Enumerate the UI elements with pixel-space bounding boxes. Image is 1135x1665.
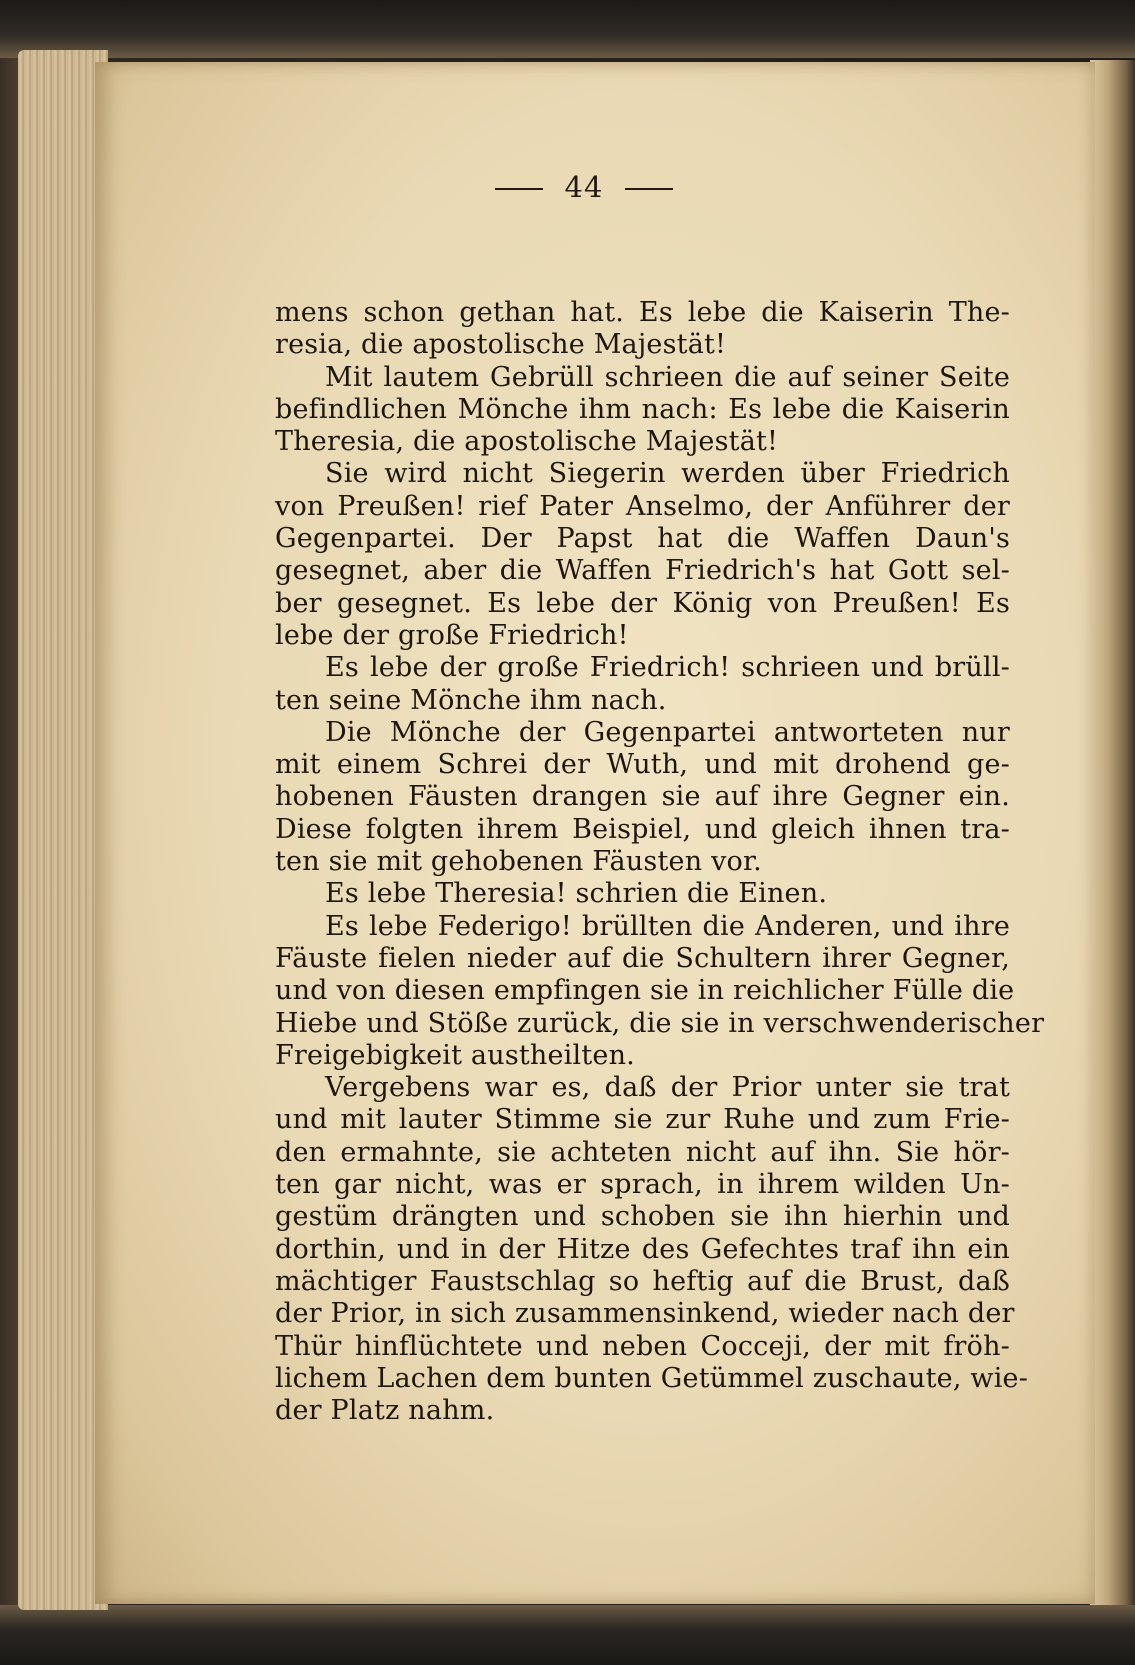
text-line: resia, die apostolische Majestät! (275, 329, 727, 361)
text-line: gesegnet, aber die Waffen Friedrich's hat Gott sel- (275, 555, 1010, 587)
text-line: Diese folgten ihrem Beispiel, und gleich ihnen tra- (275, 813, 1010, 845)
text-line: von Preußen! rief Pater Anselmo, der Anführer der (275, 490, 1010, 522)
text-line: Freigebigkeit austheilten. (275, 1039, 635, 1071)
right-page-edge (1090, 60, 1135, 1605)
text-line: Es lebe der große Friedrich! schrieen und brüll- (325, 652, 1010, 684)
text-line: Es lebe Federigo! brüllten die Anderen, und ihre (325, 910, 1010, 942)
text-line: ten seine Mönche ihm nach. (275, 684, 667, 716)
text-line: Sie wird nicht Siegerin werden über Friedrich (325, 458, 1010, 490)
cover-top-edge (0, 0, 1135, 58)
folio-dash-right (625, 188, 673, 190)
text-line: ten gar nicht, was er sprach, in ihrem wilden Un- (275, 1169, 1010, 1201)
text-line: Mit lautem Gebrüll schrieen die auf seiner Seite (325, 361, 1010, 393)
text-line: mit einem Schrei der Wuth, und mit drohend ge- (275, 749, 1010, 781)
text-line: gestüm drängten und schoben sie ihn hierhin und (275, 1201, 1010, 1233)
text-line: Hiebe und Stöße zurück, die sie in verschwenderischer (275, 1007, 1045, 1039)
text-line: Thür hinflüchtete und neben Cocceji, der mit fröh- (275, 1330, 1010, 1362)
page-number: 44 (564, 170, 604, 204)
text-line: lichem Lachen dem bunten Getümmel zuschaute, wie- (275, 1362, 1029, 1394)
text-line: ber gesegnet. Es lebe der König von Preußen! Es (275, 587, 1010, 619)
page-number-header (95, 170, 1095, 204)
text-line: ten sie mit gehobenen Fäusten vor. (275, 846, 762, 878)
text-line: und mit lauter Stimme sie zur Ruhe und zum Frie- (275, 1104, 1010, 1136)
text-line: Vergebens war es, daß der Prior unter sie trat (325, 1072, 1010, 1104)
text-body (275, 297, 1045, 1427)
text-line: Gegenpartei. Der Papst hat die Waffen Daun's (275, 523, 1010, 555)
text-line: mächtiger Faustschlag so heftig auf die Brust, daß (275, 1265, 1010, 1297)
text-line: Fäuste fielen nieder auf die Schultern ihrer Gegner, (275, 942, 1010, 974)
text-line: der Prior, in sich zusammensinkend, wieder nach der (275, 1298, 1015, 1330)
text-line: befindlichen Mönche ihm nach: Es lebe die Kaiserin (275, 393, 1010, 425)
book-page (95, 62, 1095, 1604)
text-line: Theresia, die apostolische Majestät! (275, 426, 779, 458)
text-line: mens schon gethan hat. Es lebe die Kaiserin The- (275, 297, 1010, 328)
text-line: Die Mönche der Gegenpartei antworteten nur (325, 716, 1010, 748)
text-line: hobenen Fäusten drangen sie auf ihre Gegner ein. (275, 781, 1010, 813)
text-line: Es lebe Theresia! schrien die Einen. (325, 878, 828, 910)
text-line: der Platz nahm. (275, 1395, 495, 1427)
text-line: den ermahnte, sie achteten nicht auf ihn. Sie hör- (275, 1136, 1010, 1168)
text-line: dorthin, und in der Hitze des Gefechtes traf ihn ein (275, 1233, 1010, 1265)
folio-dash-left (495, 188, 543, 190)
text-line: und von diesen empfingen sie in reichlicher Fülle die (275, 975, 1015, 1007)
text-line: lebe der große Friedrich! (275, 619, 629, 651)
cover-bottom-edge (0, 1605, 1135, 1665)
